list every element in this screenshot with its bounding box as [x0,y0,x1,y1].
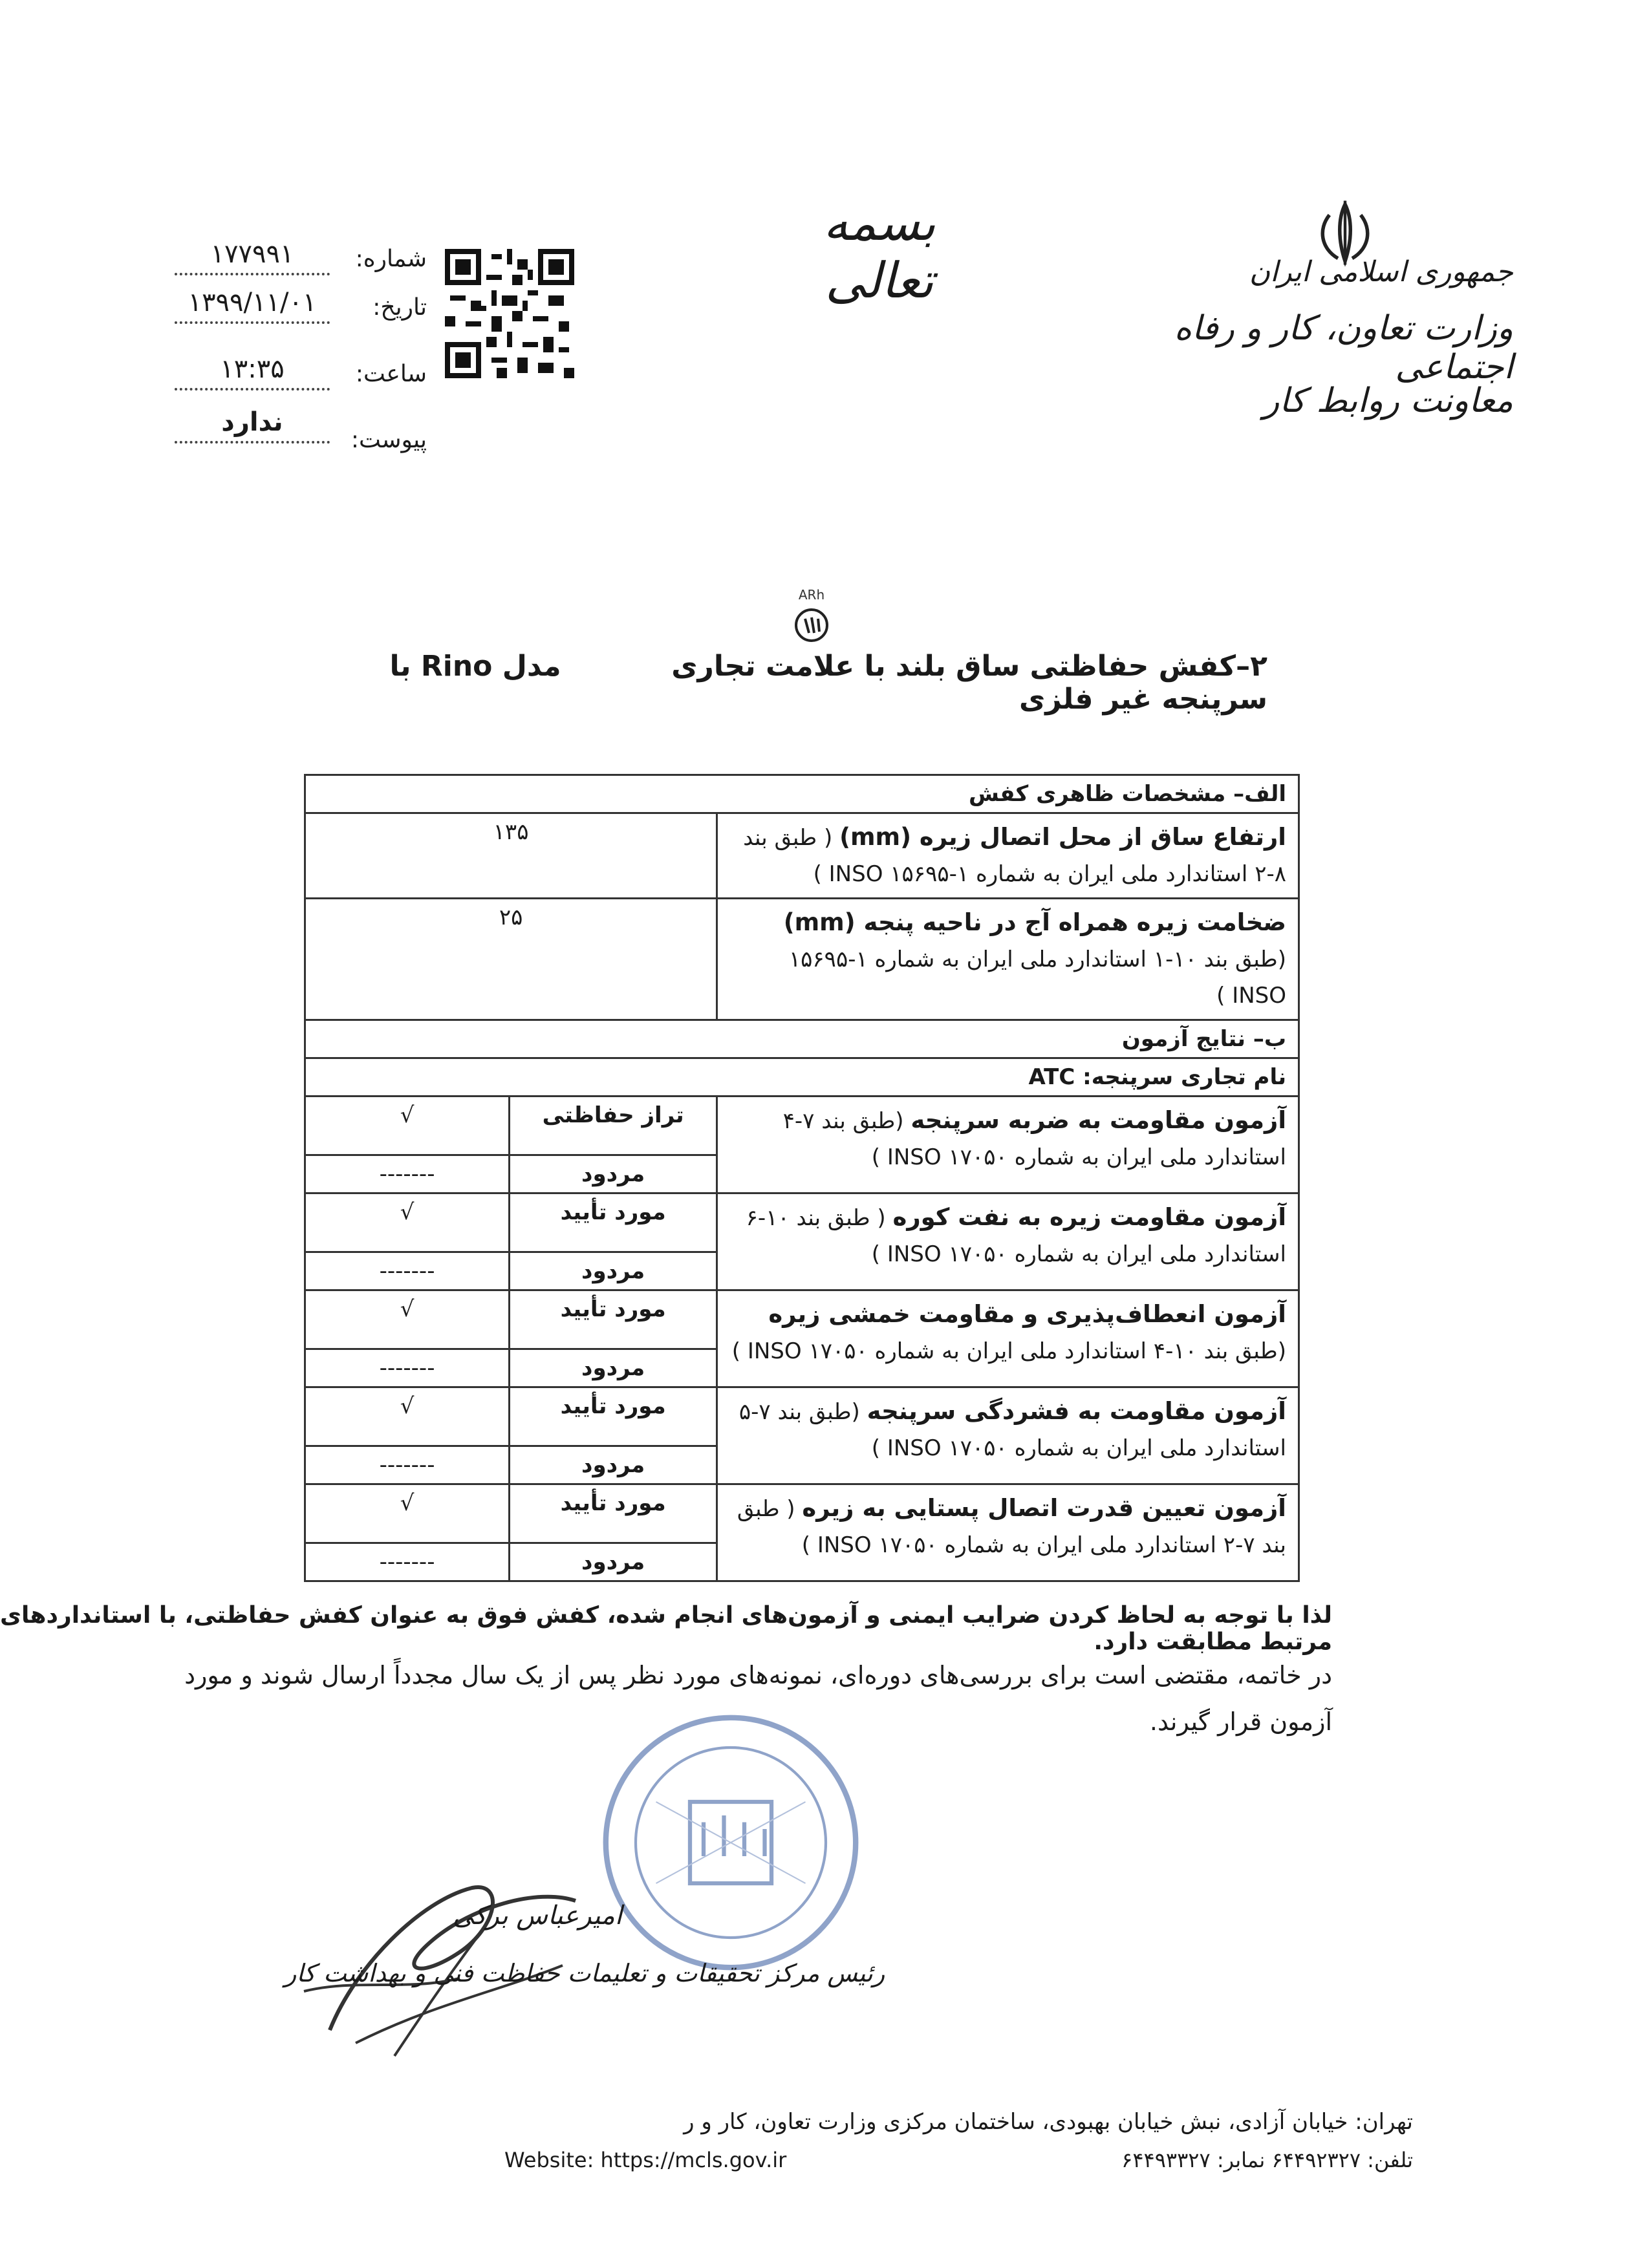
test-description [717,1193,1299,1290]
test-label-bottom: مردود [510,1155,717,1193]
test-title: آزمون مقاومت زیره به نفت کوره [892,1203,1286,1231]
test-label-top: مورد تأیید [510,1484,717,1543]
test-row [305,1387,1299,1446]
test-title: آزمون مقاومت به فشردگی سرپنجه [867,1397,1286,1425]
footer-address: تهران: خیابان آزادی، نبش خیابان بهبودی، ساختمان مرکزی وزارت تعاون، کار و ر [684,2109,1413,2135]
spec-row [305,899,1299,1020]
test-label-bottom: مردود [510,1543,717,1581]
test-title: آزمون تعیین قدرت اتصال پستایی به زیره [802,1494,1286,1522]
signer-title: رئیس مرکز تحقیقات و تعلیمات حفاظت فنی و بهداشت کار [285,1959,885,1987]
official-stamp-icon [595,1707,867,1978]
test-detail: (طبق بند ۱۰-۴ استاندارد ملی ایران به شماره ۱۷۰۵۰ INSO ) [731,1338,1286,1364]
meta-time [155,354,427,406]
test-title: آزمون مقاومت به ضربه سرپنجه [911,1106,1286,1134]
spec-description [717,813,1299,899]
attachment-label: پیوست: [350,427,427,453]
test-label-bottom: مردود [510,1252,717,1290]
test-description [717,1387,1299,1484]
spec-value: ۱۳۵ [305,813,717,899]
meta-number [155,239,427,291]
test-mark-top: √ [305,1290,510,1349]
brand-logo-icon [786,585,837,650]
test-label-top: تراز حفاظتی [510,1097,717,1155]
spec-detail: (طبق بند ۱۰-۱ استاندارد ملی ایران به شماره ۱-۱۵۶۹۵ INSO ) [788,947,1286,1009]
conclusion-text: لذا با توجه به لحاظ کردن ضرایب ایمنی و آزمون‌های انجام شده، کفش فوق به عنوان کفش حفاظتی، با استانداردهای مرتبط مطابقت دارد. [0,1602,1332,1655]
section-a-heading: الف– مشخصات ظاهری کفش [305,775,1299,813]
time-value: ۱۳:۳۵ [175,354,330,390]
closing-paragraph: در خاتمه، مقتضی است برای بررسی‌های دوره‌ای، نمونه‌های مورد نظر پس از یک سال مجدداً ارسال شوند و مورد آزمون قرار گیرند. [184,1661,1332,1736]
basmala: بسمه تعالی [823,194,936,309]
spec-description [717,899,1299,1020]
org-ministry: وزارت تعاون، کار و رفاه اجتماعی [1174,309,1513,387]
section-a-row [305,775,1299,813]
toecap-row [305,1058,1299,1097]
test-label-top: مورد تأیید [510,1290,717,1349]
test-label-top: مورد تأیید [510,1387,717,1446]
time-label: ساعت: [355,361,427,387]
results-table [304,774,1300,1582]
test-row [305,1290,1299,1349]
test-detail: ( طبق بند ۷-۲ استاندارد ملی ایران به شماره ۱۷۰۵۰ INSO ) [737,1496,1286,1558]
section-b-row [305,1020,1299,1058]
test-mark-bottom: ------- [305,1155,510,1193]
test-detail: (طبق بند ۷-۴ استاندارد ملی ایران به شماره ۱۷۰۵۰ INSO ) [782,1108,1286,1170]
test-mark-bottom: ------- [305,1349,510,1387]
number-value: ۱۷۷۹۹۱ [175,239,330,275]
test-description [717,1484,1299,1581]
heading-number: ۲– [1236,650,1267,683]
meta-attachment [155,407,427,459]
heading-title-part1: کفش حفاظتی ساق بلند با علامت تجاری [671,650,1236,683]
test-mark-bottom: ------- [305,1543,510,1581]
test-row [305,1484,1299,1543]
attachment-value: ندارد [175,407,330,444]
footer-phone: تلفن: ۶۴۴۹۲۳۲۷ نمابر: ۶۴۴۹۳۳۲۷ [1121,2148,1413,2172]
test-mark-top: √ [305,1387,510,1446]
test-detail: ( طبق بند ۱۰-۶ استاندارد ملی ایران به شماره ۱۷۰۵۰ INSO ) [746,1205,1286,1267]
section-b-heading: ب– نتایج آزمون [305,1020,1299,1058]
test-row [305,1193,1299,1252]
test-description [717,1290,1299,1387]
org-deputy: معاونت روابط کار [1263,381,1513,420]
test-mark-top: √ [305,1097,510,1155]
test-mark-bottom: ------- [305,1446,510,1484]
test-mark-top: √ [305,1193,510,1252]
test-label-bottom: مردود [510,1446,717,1484]
test-detail: (طبق بند ۷-۵ استاندارد ملی ایران به شماره ۱۷۰۵۰ INSO ) [738,1399,1286,1461]
toecap-name: نام تجاری سرپنجه: ATC [305,1058,1299,1097]
test-label-top: مورد تأیید [510,1193,717,1252]
spec-title: ارتفاع ساق از محل اتصال زیره (mm) [839,823,1286,851]
footer-website: Website: https://mcls.gov.ir [504,2148,787,2172]
org-country: جمهوری اسلامی ایران [1249,255,1513,288]
number-label: شماره: [355,246,427,272]
spec-value: ۲۵ [305,899,717,1020]
test-title: آزمون انعطاف‌پذیری و مقاومت خمشی زیره [768,1300,1286,1328]
logo-text: ARh [798,587,825,603]
date-label: تاریخ: [372,294,427,321]
test-mark-bottom: ------- [305,1252,510,1290]
product-heading [297,650,1267,716]
test-row [305,1097,1299,1155]
signer-name: امیرعباس برکی [453,1901,622,1931]
test-description [717,1097,1299,1193]
heading-title-part2: مدل Rino با سرپنجه غیر فلزی [389,650,1267,716]
spec-detail: ( طبق بند ۸-۲ استاندارد ملی ایران به شماره ۱-۱۵۶۹۵ INSO ) [743,825,1286,887]
test-label-bottom: مردود [510,1349,717,1387]
spec-row [305,813,1299,899]
spec-title: ضخامت زیره همراه آج در ناحیه پنجه (mm) [783,908,1286,936]
meta-date [155,288,427,339]
date-value: ۱۳۹۹/۱۱/۰۱ [175,288,330,324]
test-mark-top: √ [305,1484,510,1543]
qr-code-icon [445,249,574,378]
